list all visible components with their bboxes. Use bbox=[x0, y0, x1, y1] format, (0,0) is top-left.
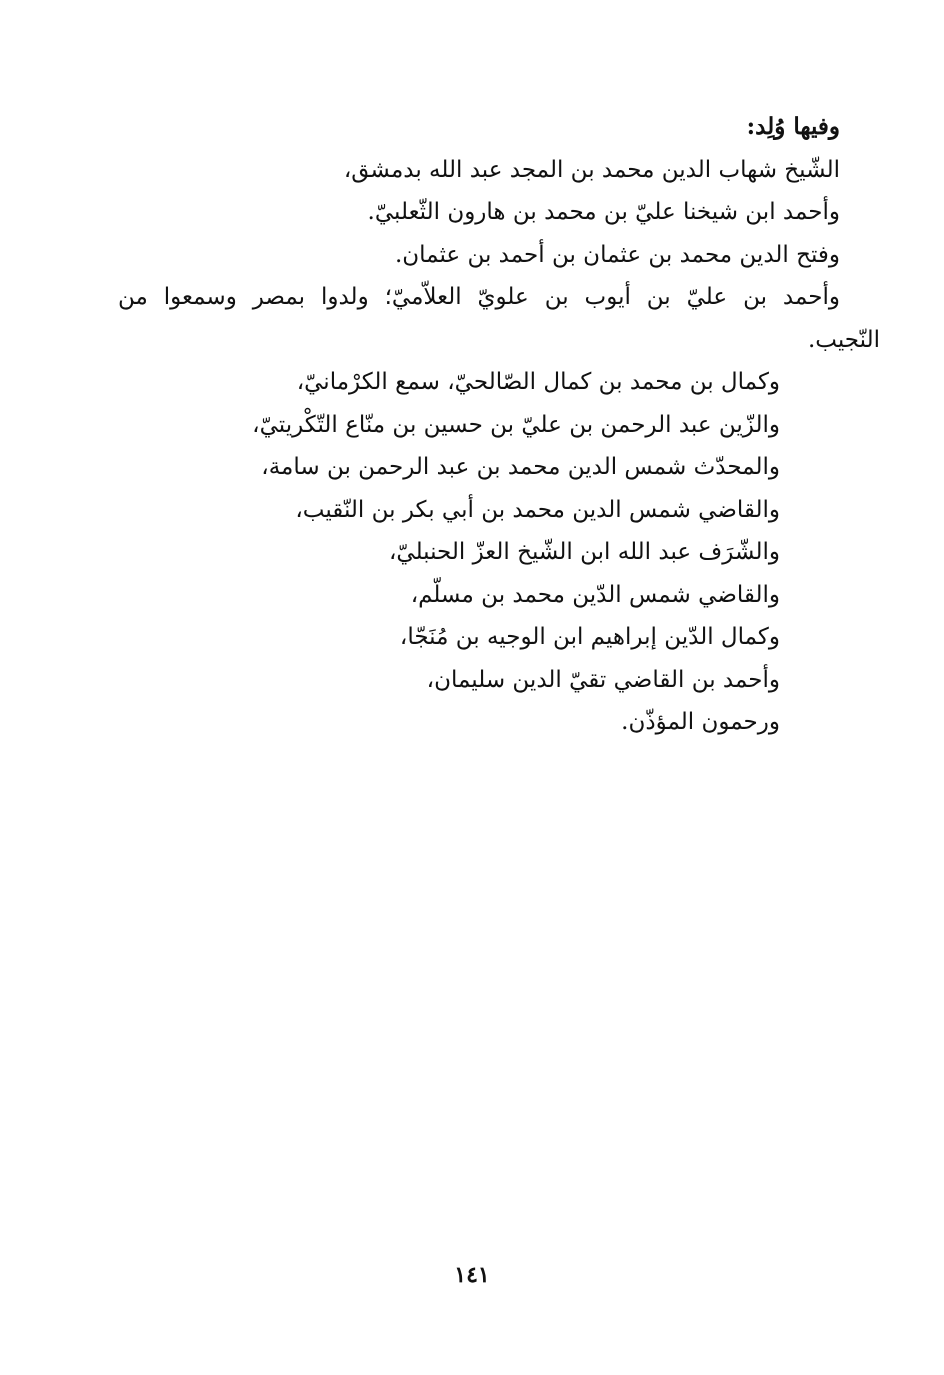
text-line: وكمال بن محمد بن كمال الصّالحيّ، سمع الكرْمانيّ، bbox=[296, 369, 780, 395]
text-line: والقاضي شمس الدين محمد بن أبي بكر بن النّقيب، bbox=[295, 496, 780, 523]
text-line: وأحمد بن القاضي تقيّ الدين سليمان، bbox=[426, 666, 780, 693]
body-text bbox=[118, 106, 880, 744]
text-line: وأحمد بن عليّ بن أيوب بن علويّ العلاّميّ؛ ولدوا بمصر وسمعوا من bbox=[118, 284, 840, 310]
text-line: وفتح الدين محمد بن عثمان بن أحمد بن عثمان. bbox=[394, 241, 840, 268]
text-line: وأحمد ابن شيخنا عليّ بن محمد بن هارون الثّعلبيّ. bbox=[367, 199, 840, 225]
text-line: ورحمون المؤذّن. bbox=[621, 709, 780, 735]
text-line: وكمال الدّين إبراهيم ابن الوجيه بن مُنَجّا، bbox=[399, 624, 780, 650]
text-line: والشّرَف عبد الله ابن الشّيخ العزّ الحنبليّ، bbox=[388, 539, 780, 565]
section-heading: وفيها وُلِد: bbox=[746, 113, 840, 140]
page-number: ١٤١ bbox=[454, 1262, 490, 1288]
text-line: والزّين عبد الرحمن بن عليّ بن حسين بن منّاع التّكْريتيّ، bbox=[252, 411, 780, 438]
text-line: والقاضي شمس الدّين محمد بن مسلّم، bbox=[410, 581, 780, 608]
text-line: الشّيخ شهاب الدين محمد بن المجد عبد الله بدمشق، bbox=[343, 156, 840, 183]
text-line: والمحدّث شمس الدين محمد بن عبد الرحمن بن سامة، bbox=[261, 454, 780, 480]
text-line-overhang: النّجيب. bbox=[807, 326, 880, 353]
